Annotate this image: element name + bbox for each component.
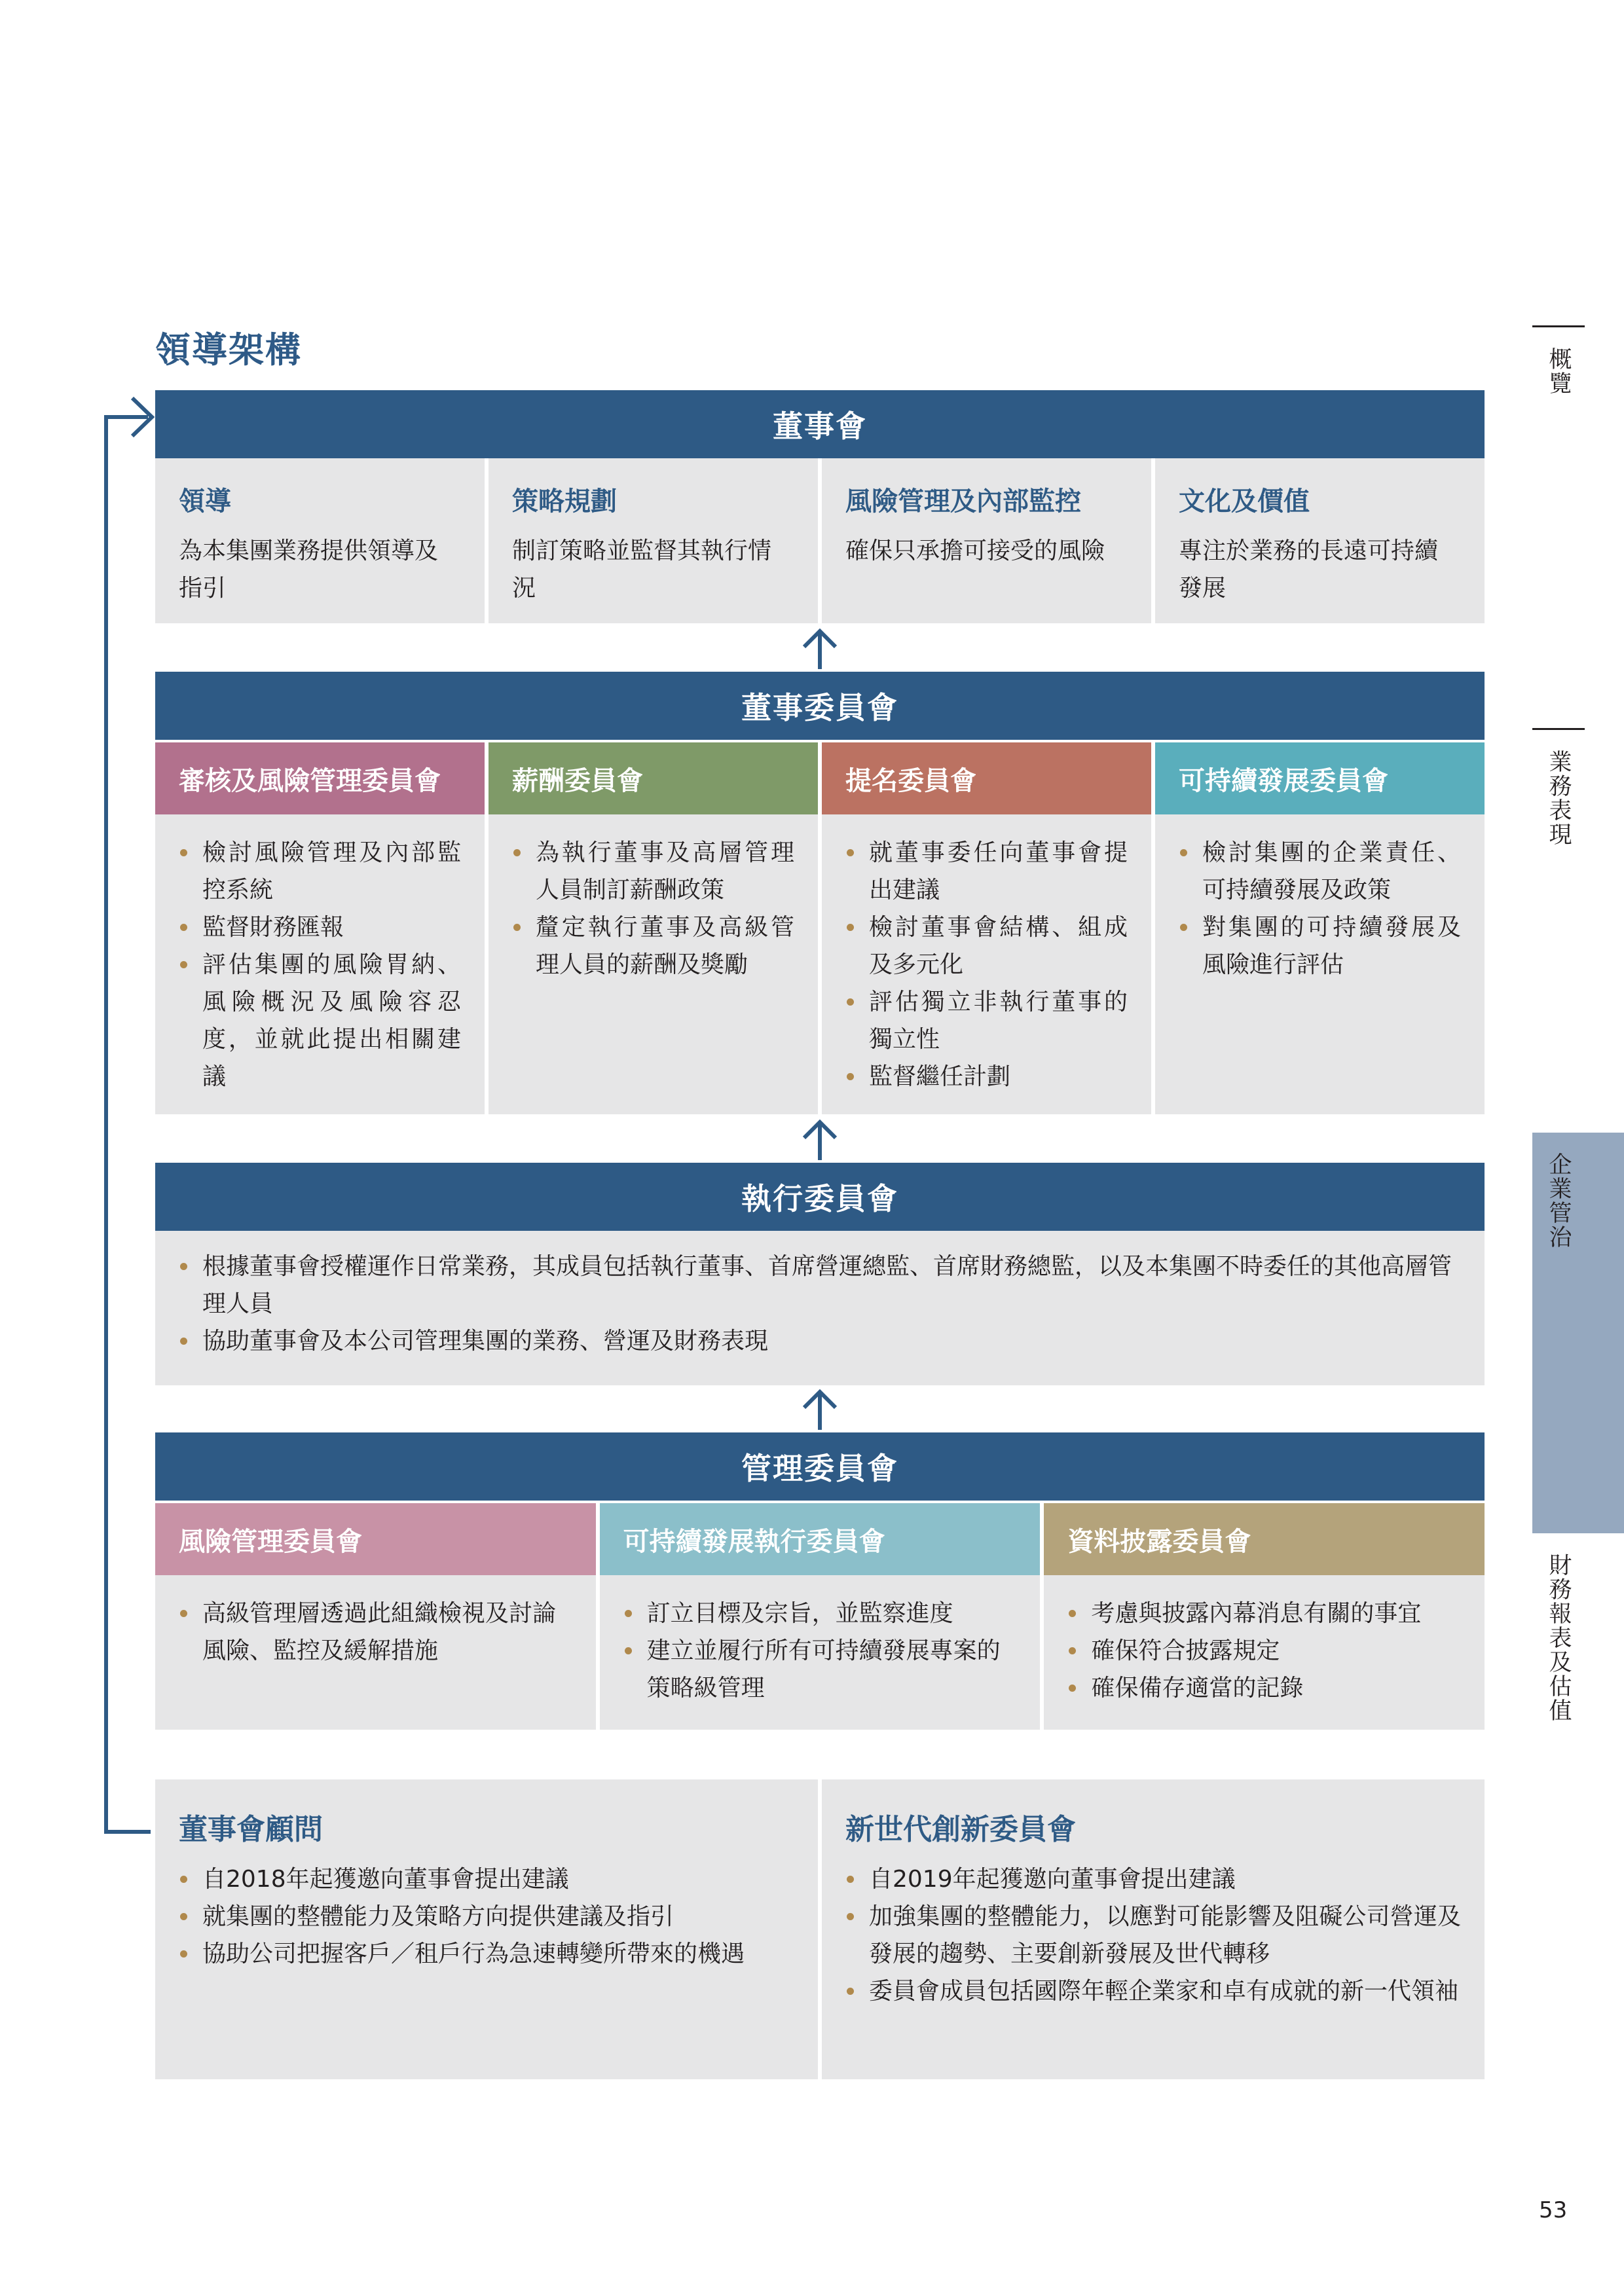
cell-title: 策略規劃 (512, 486, 617, 517)
committee-detail-disclosure (1044, 1575, 1485, 1730)
committee-header-nomination: 提名委員會 (822, 742, 1151, 814)
board-committee-details (155, 814, 1485, 1114)
side-nav-label: 概覽 (1545, 347, 1572, 395)
up-arrow-icon (800, 1118, 840, 1161)
side-nav-label: 企業管治 (1545, 1152, 1572, 1249)
advisory-panel-board-advisor (155, 1779, 818, 2079)
list-item: 協助董事會及本公司管理集團的業務、營運及財務表現 (179, 1322, 1461, 1360)
committee-header-sustainability-exec: 可持續發展執行委員會 (600, 1503, 1041, 1575)
advisory-title: 董事會顧問 (179, 1813, 323, 1846)
side-nav-divider (1532, 325, 1585, 327)
board-cell-risk (822, 458, 1151, 623)
connector-arrow-icon (98, 393, 157, 1840)
side-nav-business-performance[interactable] (1532, 750, 1585, 847)
committee-detail-sustainability (1155, 814, 1485, 1114)
cell-title: 領導 (179, 486, 231, 517)
list-item: 確保備存適當的記錄 (1067, 1669, 1461, 1707)
committee-header-sustainability: 可持續發展委員會 (1155, 742, 1485, 814)
committee-header-risk-management: 風險管理委員會 (155, 1503, 596, 1575)
board-cell-strategy (489, 458, 818, 623)
list-item: 高級管理層透過此組織檢視及討論風險、監控及緩解措施 (179, 1595, 572, 1669)
committee-header-audit: 審核及風險管理委員會 (155, 742, 485, 814)
list-item: 建立並履行所有可持續發展專案的策略級管理 (623, 1632, 1017, 1707)
side-nav-overview[interactable] (1532, 347, 1585, 395)
list-item: 加強集團的整體能力，以應對可能影響及阻礙公司營運及發展的趨勢、主要創新發展及世代轉移 (845, 1898, 1461, 1973)
list-item: 就董事委任向董事會提出建議 (845, 834, 1128, 909)
board-responsibilities (155, 458, 1485, 623)
management-committee-details (155, 1575, 1485, 1730)
cell-text: 為本集團業務提供領導及指引 (179, 538, 439, 602)
committee-detail-nomination (822, 814, 1151, 1114)
page-number: 53 (1539, 2197, 1568, 2223)
up-arrow-icon (800, 627, 840, 670)
committee-detail-risk-management (155, 1575, 596, 1730)
cell-text: 制訂策略並監督其執行情況 (512, 538, 772, 602)
side-nav-corporate-governance[interactable] (1532, 1152, 1585, 1249)
list-item: 考慮與披露內幕消息有關的事宜 (1067, 1595, 1461, 1632)
side-nav-financial-statements[interactable] (1532, 1553, 1585, 1722)
board-cell-culture (1155, 458, 1485, 623)
list-item: 檢討風險管理及內部監控系統 (179, 834, 461, 909)
list-item: 協助公司把握客戶／租戶行為急速轉變所帶來的機遇 (179, 1935, 794, 1973)
cell-title: 文化及價值 (1179, 486, 1310, 517)
board-committee-headers (155, 742, 1485, 814)
list-item: 監督繼任計劃 (845, 1058, 1128, 1095)
list-item: 釐定執行董事及高級管理人員的薪酬及獎勵 (512, 909, 794, 983)
committee-header-remuneration: 薪酬委員會 (489, 742, 818, 814)
list-item: 為執行董事及高層管理人員制訂薪酬政策 (512, 834, 794, 909)
executive-committee-cell (155, 1231, 1485, 1385)
committee-detail-remuneration (489, 814, 818, 1114)
committee-detail-sustainability-exec (600, 1575, 1041, 1730)
list-item: 評估獨立非執行董事的獨立性 (845, 983, 1128, 1058)
advisory-title: 新世代創新委員會 (845, 1813, 1076, 1846)
list-item: 自2018年起獲邀向董事會提出建議 (179, 1861, 794, 1898)
management-committee-headers (155, 1503, 1485, 1575)
section-title: 領導架構 (155, 329, 302, 371)
advisory-panels (155, 1779, 1485, 2079)
side-nav-label: 業務表現 (1545, 750, 1572, 847)
executive-committee-details (155, 1231, 1485, 1385)
list-item: 委員會成員包括國際年輕企業家和卓有成就的新一代領袖 (845, 1973, 1461, 2010)
board-committees-header: 董事委員會 (155, 672, 1485, 740)
committee-detail-audit (155, 814, 485, 1114)
up-arrow-icon (800, 1388, 840, 1431)
committee-header-disclosure: 資料披露委員會 (1044, 1503, 1485, 1575)
cell-title: 風險管理及內部監控 (845, 486, 1081, 517)
cell-text: 專注於業務的長遠可持續發展 (1179, 538, 1439, 602)
board-header: 董事會 (155, 390, 1485, 458)
list-item: 確保符合披露規定 (1067, 1632, 1461, 1669)
executive-committee-header: 執行委員會 (155, 1163, 1485, 1231)
list-item: 訂立目標及宗旨，並監察進度 (623, 1595, 1017, 1632)
board-cell-leadership (155, 458, 485, 623)
list-item: 評估集團的風險胃納、風險概況及風險容忍度，並就此提出相關建議 (179, 946, 461, 1095)
list-item: 監督財務匯報 (179, 909, 461, 946)
management-committees-header: 管理委員會 (155, 1432, 1485, 1501)
list-item: 就集團的整體能力及策略方向提供建議及指引 (179, 1898, 794, 1935)
advisory-panel-next-gen (822, 1779, 1485, 2079)
list-item: 檢討集團的企業責任、可持續發展及政策 (1179, 834, 1461, 909)
list-item: 根據董事會授權運作日常業務，其成員包括執行董事、首席營運總監、首席財務總監，以及本集團不時委任的其他高層管理人員 (179, 1248, 1461, 1322)
list-item: 檢討董事會結構、組成及多元化 (845, 909, 1128, 983)
side-nav-divider (1532, 728, 1585, 730)
cell-text: 確保只承擔可接受的風險 (845, 538, 1105, 564)
side-nav-label: 財務報表及估值 (1545, 1553, 1572, 1722)
list-item: 對集團的可持續發展及風險進行評估 (1179, 909, 1461, 983)
list-item: 自2019年起獲邀向董事會提出建議 (845, 1861, 1461, 1898)
